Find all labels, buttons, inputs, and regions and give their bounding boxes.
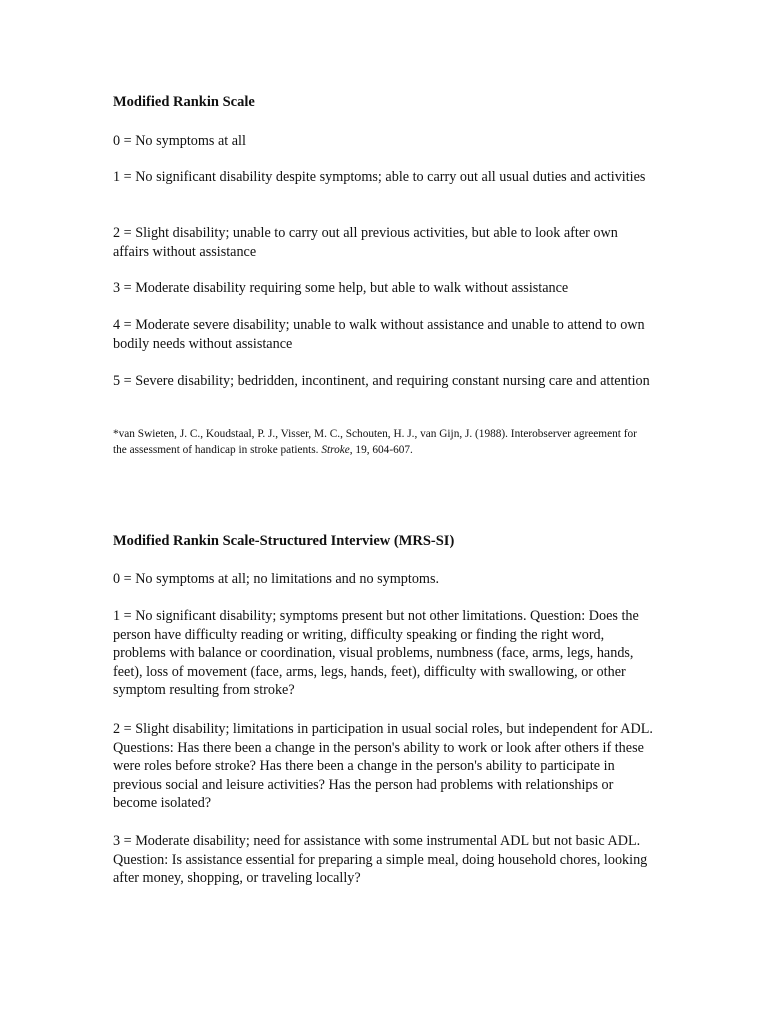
citation-authors: *van Swieten, J. C., Koudstaal, P. J., Visser, M. C., Schouten, H. J., van Gijn, J. (1988). Interobserver agreement for the assessment of handicap in stroke patients.	[113, 428, 637, 456]
citation-volume: , 19, 604-607.	[349, 443, 413, 456]
mrs-item-3: 3 = Moderate disability requiring some help, but able to walk without assistance	[113, 280, 569, 296]
mrs-item-1: 1 = No significant disability despite symptoms; able to carry out all usual duties and activities	[113, 169, 646, 185]
mrs-item-5: 5 = Severe disability; bedridden, incontinent, and requiring constant nursing care and attention	[113, 373, 650, 389]
citation-journal: Stroke	[321, 443, 350, 456]
mrs-si-item-3: 3 = Moderate disability; need for assistance with some instrumental ADL but not basic ADL. Question: Is assistance essential for preparing a simple meal, doing household chores, looking after money, shopping, or traveling locally?	[113, 833, 648, 887]
mrs-item-2: 2 = Slight disability; unable to carry out all previous activities, but able to look after own affairs without assistance	[113, 225, 618, 260]
section1-title: Modified Rankin Scale	[113, 94, 255, 110]
section2-title: Modified Rankin Scale-Structured Interview (MRS-SI)	[113, 533, 455, 549]
mrs-si-item-0: 0 = No symptoms at all; no limitations and no symptoms.	[113, 571, 440, 587]
mrs-item-0: 0 = No symptoms at all	[113, 133, 246, 149]
citation	[113, 427, 653, 458]
mrs-item-4: 4 = Moderate severe disability; unable to walk without assistance and unable to attend to own bodily needs without assistance	[113, 317, 645, 352]
mrs-si-item-1: 1 = No significant disability; symptoms present but not other limitations. Question: Does the person have difficulty reading or writing, difficulty speaking or finding the right word, problems with balance or coordination, visual problems, numbness (face, arms, legs, hands, feet), loss of movement (face, arms, legs, hands, feet), difficulty with swallowing, or other symptom resulting from stroke?	[113, 608, 639, 699]
mrs-si-item-2: 2 = Slight disability; limitations in participation in usual social roles, but independent for ADL. Questions: Has there been a change in the person's ability to work or look after others if these were roles before stroke? Has there been a change in the person's ability to participate in previous social and leisure activities? Has the person had problems with relationships or become isolated?	[113, 721, 653, 812]
